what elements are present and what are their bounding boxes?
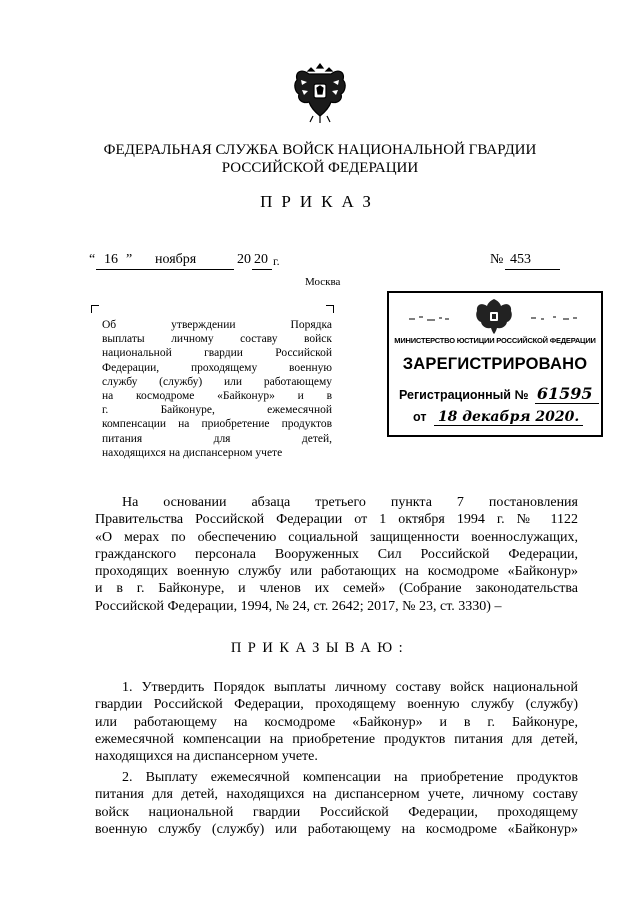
preamble-line: «О мерах по обеспечению социальной защищенности военнослужащих, — [95, 529, 578, 545]
order-number: 453 — [510, 252, 531, 267]
stamp-texture-right — [529, 313, 579, 323]
date-year-unit: г. — [273, 254, 280, 268]
subject-line: питания для детей, — [102, 432, 332, 445]
order-directive-heading: ПРИКАЗЫВАЮ: — [230, 640, 410, 656]
subject-line: Федерации, проходящему военную — [102, 361, 332, 374]
stamp-date-row — [413, 409, 583, 425]
item-line: питания для детей, находящихся на диспансерном учете, личному составу — [95, 787, 578, 803]
city-name: Москва — [305, 276, 341, 288]
item-line: находящихся на диспансерном учете. — [95, 749, 318, 765]
document-type-title: ПРИКАЗ — [260, 192, 380, 211]
date-year-underline — [252, 269, 272, 270]
preamble-line: Правительства Российской Федерации от 1 октября 1994 г. № 1122 — [95, 512, 578, 528]
date-day-underline — [96, 269, 136, 270]
order-number-prefix: № — [490, 252, 504, 267]
date-month-underline — [136, 269, 234, 270]
stamp-date-prefix: от — [413, 410, 427, 424]
stamp-reg-number: 61595 — [535, 384, 599, 404]
date-year-prefix: 20 — [237, 252, 251, 267]
stamp-status: ЗАРЕГИСТРИРОВАНО — [402, 355, 588, 373]
stamp-date-value: 18 декабря 2020. — [434, 409, 583, 426]
order-item-1 — [95, 679, 578, 765]
stamp-ministry: МИНИСТЕРСТВО ЮСТИЦИИ РОССИЙСКОЙ ФЕДЕРАЦИИ — [394, 336, 596, 345]
preamble-line: На основании абзаца третьего пункта 7 постановления — [122, 495, 578, 510]
date-month: ноября — [155, 252, 197, 267]
preamble-line: и в г. Байконуре, и членов их семей» (Собрание законодательства — [95, 581, 578, 597]
item-line: войск национальной гвардии Российской Федерации, проходящему — [95, 804, 578, 820]
subject-line: находящихся на диспансерном учете — [102, 446, 283, 459]
subject-line: компенсации на приобретение продуктов — [102, 418, 332, 431]
preamble-paragraph — [95, 494, 578, 615]
subject-line: Об утверждении Порядка — [102, 319, 332, 331]
date-close-quote: ” — [126, 252, 133, 267]
item-line: 1. Утвердить Порядок выплаты личному составу войск национальной — [122, 680, 578, 695]
preamble-line: гражданского персонала Вооруженных Сил Российской Федерации, — [95, 546, 578, 562]
subject-line: национальной гвардии Российской — [102, 347, 332, 360]
agency-name-line1: ФЕДЕРАЛЬНАЯ СЛУЖБА ВОЙСК НАЦИОНАЛЬНОЙ ГВАРДИИ — [103, 142, 537, 158]
stamp-reg-number-row — [399, 384, 599, 403]
preamble-line: проходящих военную службу или работающих на космодроме «Байконур» — [95, 564, 578, 580]
subject-line: выплаты личному составу войск — [102, 333, 332, 346]
subject-corner-top-left — [91, 305, 99, 313]
item-line: военную службу (службу) или работающему на космодроме «Байконур» — [95, 821, 578, 837]
date-day: 16 — [104, 252, 118, 267]
date-year-suffix: 20 — [254, 252, 268, 267]
subject-line: службу (службу) или работающему — [102, 375, 332, 388]
order-number-underline — [505, 269, 560, 270]
stamp-reg-label: Регистрационный № — [399, 388, 529, 402]
coat-of-arms-icon — [289, 58, 351, 126]
item-line: или работающему на космодроме «Байконур» и в г. Байконуре, — [95, 714, 578, 730]
registration-stamp — [387, 291, 603, 437]
date-open-quote: “ — [89, 252, 96, 267]
order-item-2 — [95, 769, 578, 838]
subject-block — [102, 318, 332, 460]
subject-line: г. Байконуре, ежемесячной — [102, 404, 332, 417]
item-line: 2. Выплату ежемесячной компенсации на приобретение продуктов — [122, 770, 578, 785]
stamp-texture-left — [407, 313, 451, 323]
subject-corner-top-right — [326, 305, 334, 313]
item-line: гвардии Российской Федерации, проходящему военную службу (службу) — [95, 697, 578, 713]
preamble-line: Российской Федерации, 1994, № 24, ст. 2642; 2017, № 23, ст. 3330) – — [95, 598, 502, 614]
agency-name-line2: РОССИЙСКОЙ ФЕДЕРАЦИИ — [221, 160, 419, 176]
subject-line: на космодроме «Байконур» и в — [102, 390, 332, 403]
item-line: ежемесячной компенсации на приобретение продуктов питания для детей, — [95, 731, 578, 747]
eagle-stamp-icon — [473, 297, 515, 335]
